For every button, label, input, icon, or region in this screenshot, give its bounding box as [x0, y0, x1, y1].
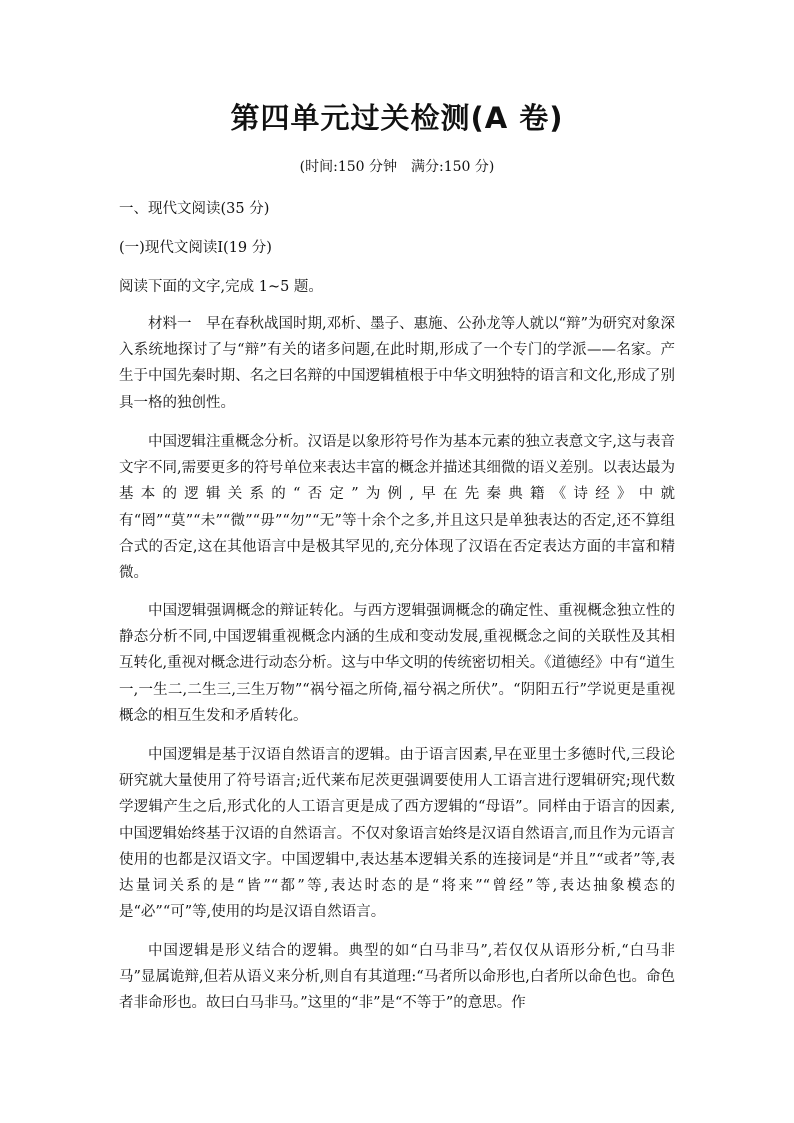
reading-instruction: 阅读下面的文字,完成 1~5 题。	[119, 279, 323, 295]
paragraph-dialectical-transformation: 中国逻辑强调概念的辩证转化。与西方逻辑强调概念的确定性、重视概念独立性的静态分析不同,中国逻辑重视概念内涵的生成和变动发展,重视概念之间的关联性及其相互转化,重视对概念进行动态分析。这与中华文明的传统密切相关。《道德经》中有“道生一,一生二,二生三,三生万物”“祸兮福之所倚,福兮祸之所伏”。“阴阳五行”学说更是重视概念的相互生发和矛盾转化。	[119, 603, 675, 724]
paragraph-text: 早在春秋战国时期,邓析、墨子、惠施、公孙龙等人就以“辩”为研究对象深入系统地探讨了与“辩”有关的诸多问题,在此时期,形成了一个专门的学派——名家。产生于中国先秦时期、名之曰名辩的中国逻辑植根于中华文明独特的语言和文化,形成了别具一格的独创性。	[119, 316, 676, 411]
page-title: 第四单元过关检测(A 卷)	[230, 101, 564, 135]
section-heading: 一、现代文阅读(35 分)	[119, 201, 270, 217]
paragraph-form-meaning: 中国逻辑是形义结合的逻辑。典型的如“白马非马”,若仅仅从语形分析,“白马非马”显属诡辩,但若从语义来分析,则自有其道理:“马者所以命形也,白者所以命色也。命色者非命形也。故曰白马非马。”这里的“非”是“不等于”的意思。作	[119, 943, 675, 1012]
paragraph-concept-analysis: 中国逻辑注重概念分析。汉语是以象形符号作为基本元素的独立表意文字,这与表音文字不同,需要更多的符号单位来表达丰富的概念并描述其细微的语义差别。以表达最为基本的逻辑关系的“否定”为例,早在先秦典籍《诗经》中就有“罔”“莫”“未”“微”“毋”“勿”“无”等十余个之多,并且这只是单独表达的否定,还不算组合式的否定,这在其他语言中是极其罕见的,充分体现了汉语在否定表达方面的丰富和精微。	[119, 434, 675, 582]
sub-section-heading: (一)现代文阅读Ⅰ(19 分)	[119, 240, 272, 256]
material-label: 材料一	[148, 316, 192, 332]
paragraph-natural-language: 中国逻辑是基于汉语自然语言的逻辑。由于语言因素,早在亚里士多德时代,三段论研究就大量使用了符号语言;近代莱布尼茨更强调要使用人工语言进行逻辑研究;现代数学逻辑产生之后,形式化的人工语言更是成了西方逻辑的“母语”。同样由于语言的因素,中国逻辑始终基于汉语的自然语言。不仅对象语言始终是汉语自然语言,而且作为元语言使用的也都是汉语文字。中国逻辑中,表达基本逻辑关系的连接词是“并且”“或者”等,表达量词关系的是“皆”“都”等,表达时态的是“将来”“曾经”等,表达抽象模态的是“必”“可”等,使用的均是汉语自然语言。	[119, 747, 675, 921]
exam-time-and-score: (时间:150 分钟 满分:150 分)	[299, 159, 495, 175]
paragraph-material-one	[119, 311, 675, 416]
